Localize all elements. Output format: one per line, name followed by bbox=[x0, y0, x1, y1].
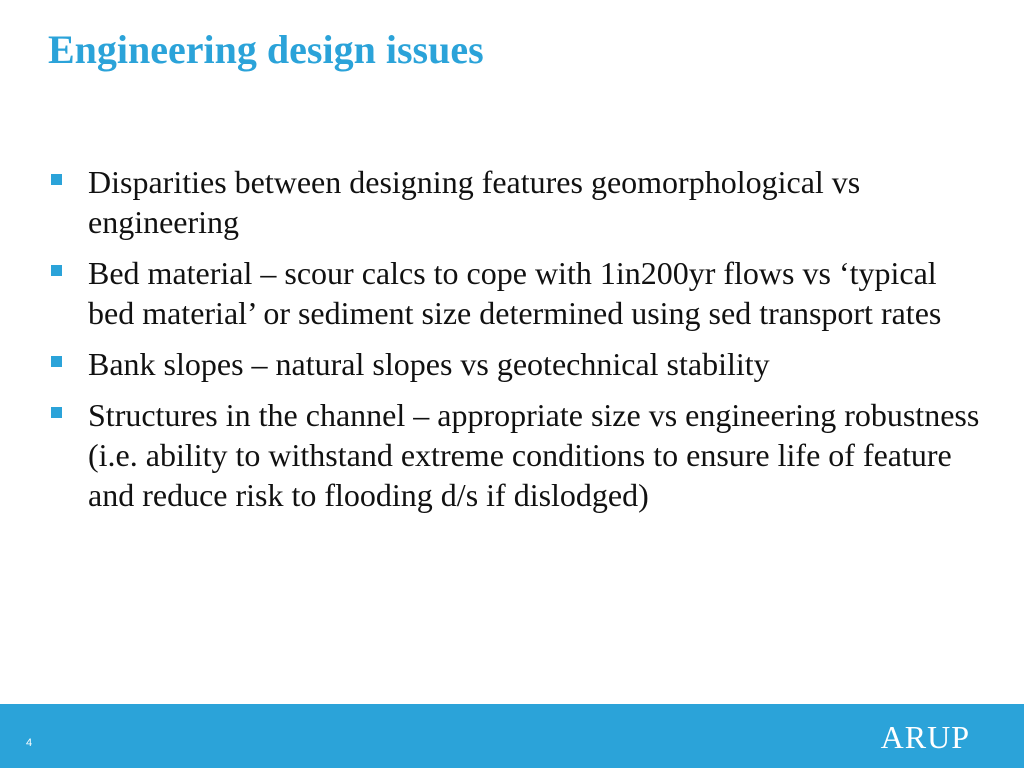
bullet-text: Bank slopes – natural slopes vs geotechnical stability bbox=[88, 346, 770, 382]
square-bullet-icon bbox=[51, 356, 62, 367]
footer-bar bbox=[0, 704, 1024, 768]
bullet-text: Bed material – scour calcs to cope with 1in200yr flows vs ‘typical bed material’ or sediment size determined using sed transport rates bbox=[88, 255, 942, 331]
arup-logo: ARUP bbox=[880, 719, 970, 755]
square-bullet-icon bbox=[51, 174, 62, 185]
bullet-list bbox=[48, 162, 988, 526]
bullet-item bbox=[48, 162, 988, 242]
bullet-item bbox=[48, 253, 988, 333]
square-bullet-icon bbox=[51, 407, 62, 418]
bullet-item bbox=[48, 395, 988, 515]
page-number: 4 bbox=[26, 737, 33, 749]
bullet-item bbox=[48, 344, 988, 384]
square-bullet-icon bbox=[51, 265, 62, 276]
slide-title: Engineering design issues bbox=[48, 27, 484, 72]
bullet-text: Structures in the channel – appropriate size vs engineering robustness (i.e. ability to withstand extreme conditions to ensure life of feature and reduce risk to flooding d/s if dislodged) bbox=[88, 397, 980, 513]
bullet-text: Disparities between designing features geomorphological vs engineering bbox=[88, 164, 861, 240]
